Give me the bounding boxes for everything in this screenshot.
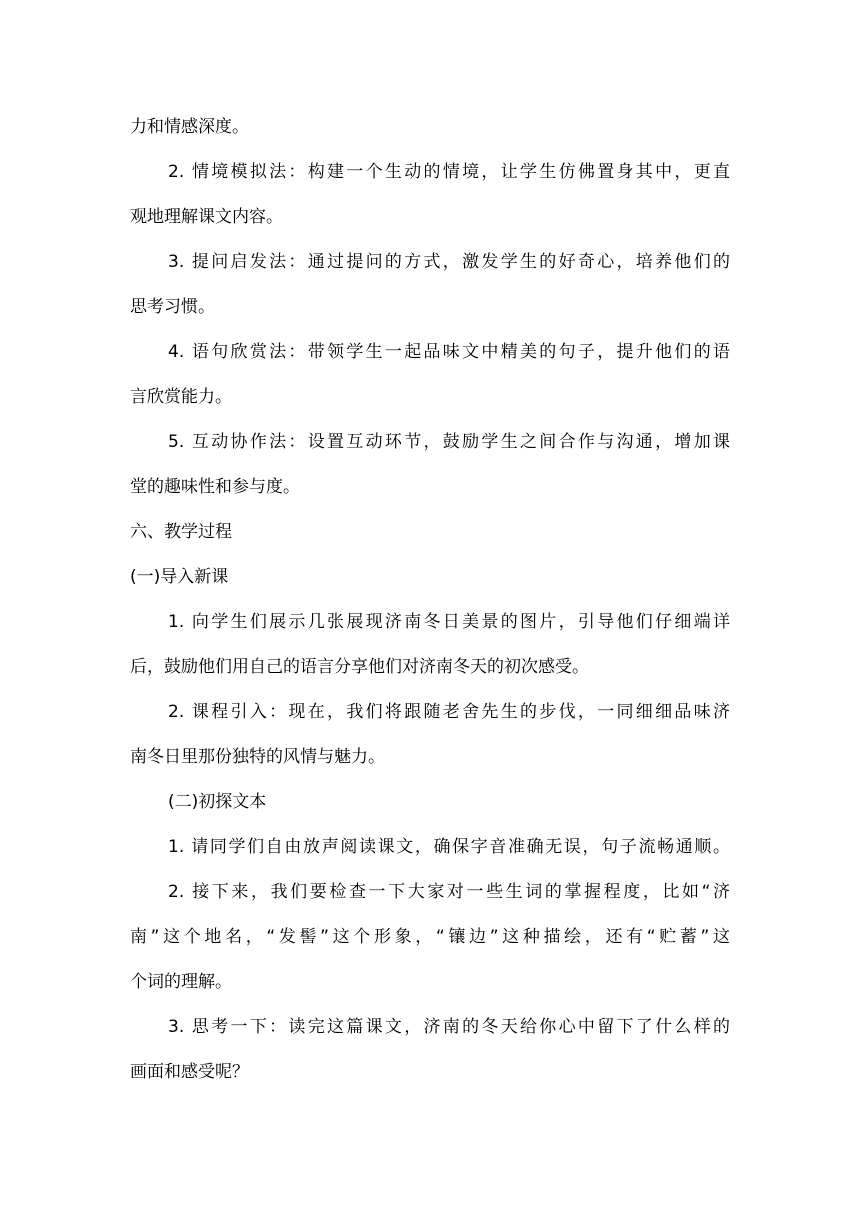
subsection-heading: (二)初探文本 [168, 792, 267, 812]
paragraph-line: 个词的理解。 [130, 972, 232, 992]
paragraph-line: 1. 向学生们展示几张展现济南冬日美景的图片，引导他们仔细端详 [168, 612, 730, 632]
paragraph-line: 3. 思考一下：读完这篇课文，济南的冬天给你心中留下了什么样的 [168, 1017, 730, 1037]
paragraph-line: 观地理解课文内容。 [130, 207, 283, 227]
paragraph-line: 南”这个地名，“发髻”这个形象，“镶边”这种描绘，还有“贮蓄”这 [130, 927, 730, 947]
paragraph-line: 1. 请同学们自由放声阅读课文，确保字音准确无误，句子流畅通顺。 [168, 837, 730, 857]
paragraph-line: 5. 互动协作法：设置互动环节，鼓励学生之间合作与沟通，增加课 [168, 432, 730, 452]
paragraph-line: 3. 提问启发法：通过提问的方式，激发学生的好奇心，培养他们的 [168, 252, 730, 272]
section-heading: 六、教学过程 [130, 522, 232, 542]
paragraph-line: 2. 课程引入：现在，我们将跟随老舍先生的步伐，一同细细品味济 [168, 702, 730, 722]
paragraph-line: 力和情感深度。 [130, 117, 249, 137]
paragraph-line: 画面和感受呢？ [130, 1062, 249, 1082]
paragraph-line: 言欣赏能力。 [130, 387, 232, 407]
paragraph-line: 堂的趣味性和参与度。 [130, 477, 300, 497]
paragraph-line: 2. 接下来，我们要检查一下大家对一些生词的掌握程度，比如“济 [168, 882, 730, 902]
paragraph-line: 后，鼓励他们用自己的语言分享他们对济南冬天的初次感受。 [130, 657, 589, 677]
paragraph-line: 4. 语句欣赏法：带领学生一起品味文中精美的句子，提升他们的语 [168, 342, 730, 362]
paragraph-line: 思考习惯。 [130, 297, 215, 317]
paragraph-line: 南冬日里那份独特的风情与魅力。 [130, 747, 385, 767]
paragraph-line: 2. 情境模拟法：构建一个生动的情境，让学生仿佛置身其中，更直 [168, 162, 730, 182]
subsection-heading: (一)导入新课 [130, 567, 229, 587]
